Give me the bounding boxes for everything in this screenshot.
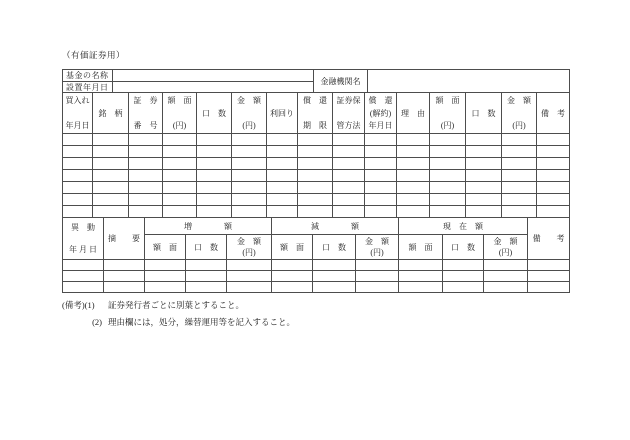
empty-cell xyxy=(163,158,197,170)
empty-cell xyxy=(272,271,313,282)
col-reason: 理 由 xyxy=(397,93,430,134)
empty-cell xyxy=(63,194,93,206)
empty-cell xyxy=(537,146,570,158)
empty-cell xyxy=(313,282,356,293)
empty-cell xyxy=(397,134,430,146)
fund-name-label: 基金の名称 xyxy=(63,70,113,82)
empty-cell xyxy=(466,170,502,182)
empty-cell xyxy=(430,146,466,158)
empty-cell xyxy=(537,170,570,182)
fund-name-row xyxy=(63,70,570,82)
empty-cell xyxy=(466,158,502,170)
empty-cell xyxy=(466,146,502,158)
empty-cell xyxy=(502,170,537,182)
empty-cell xyxy=(129,146,163,158)
empty-cell xyxy=(365,134,397,146)
fund-name-value xyxy=(113,70,314,82)
col-summary: 摘 要 xyxy=(104,218,145,260)
empty-cell xyxy=(163,134,197,146)
col-remarks: 備 考 xyxy=(537,93,570,134)
empty-cell xyxy=(104,271,145,282)
empty-cell xyxy=(365,206,397,218)
empty-cell xyxy=(430,182,466,194)
empty-cell xyxy=(267,134,298,146)
change-table-group-row xyxy=(63,218,570,235)
col-unit-count-2: 口 数 xyxy=(466,93,502,134)
col-current-face-value: 額 面 xyxy=(399,235,443,260)
empty-cell xyxy=(397,194,430,206)
empty-cell xyxy=(63,170,93,182)
group-increase: 増 額 xyxy=(145,218,272,235)
empty-cell xyxy=(267,170,298,182)
empty-cell xyxy=(466,134,502,146)
established-date-label: 設置年月日 xyxy=(63,82,113,93)
empty-cell xyxy=(267,194,298,206)
empty-cell xyxy=(397,206,430,218)
purchase-table-empty-row xyxy=(63,158,570,170)
footnote-1-text: 証券発行者ごとに別葉とすること。 xyxy=(108,300,245,310)
col-current-unit-count: 口 数 xyxy=(443,235,484,260)
empty-cell xyxy=(197,146,232,158)
empty-cell xyxy=(93,134,129,146)
empty-cell xyxy=(232,134,267,146)
empty-cell xyxy=(484,260,528,271)
institution-value xyxy=(368,70,570,93)
empty-cell xyxy=(93,158,129,170)
empty-cell xyxy=(399,282,443,293)
purchase-table-empty-row xyxy=(63,170,570,182)
empty-cell xyxy=(365,182,397,194)
footnote-2-text: 理由欄には，処分，繰替運用等を記入すること。 xyxy=(108,317,296,327)
purchase-table-empty-row xyxy=(63,206,570,218)
footnote-2 xyxy=(62,317,569,327)
empty-cell xyxy=(197,194,232,206)
purchase-table-empty-row xyxy=(63,194,570,206)
empty-cell xyxy=(365,158,397,170)
col-issue-name: 銘 柄 xyxy=(93,93,129,134)
empty-cell xyxy=(197,206,232,218)
empty-cell xyxy=(93,182,129,194)
empty-cell xyxy=(232,170,267,182)
empty-cell xyxy=(397,146,430,158)
col-decrease-unit-count: 口 数 xyxy=(313,235,356,260)
empty-cell xyxy=(397,158,430,170)
empty-cell xyxy=(313,271,356,282)
col-increase-amount-yen: 金 額 (円) xyxy=(227,235,272,260)
empty-cell xyxy=(163,170,197,182)
empty-cell xyxy=(502,194,537,206)
purchase-table-header-row xyxy=(63,93,570,134)
empty-cell xyxy=(272,260,313,271)
col-custody-method: 証券保 管方法 xyxy=(333,93,365,134)
empty-cell xyxy=(232,206,267,218)
empty-cell xyxy=(430,158,466,170)
empty-cell xyxy=(298,182,333,194)
empty-cell xyxy=(197,158,232,170)
purchase-table-empty-row xyxy=(63,134,570,146)
empty-cell xyxy=(537,158,570,170)
empty-cell xyxy=(502,134,537,146)
empty-cell xyxy=(537,206,570,218)
empty-cell xyxy=(267,206,298,218)
empty-cell xyxy=(528,271,570,282)
purchase-table xyxy=(62,92,570,218)
empty-cell xyxy=(430,194,466,206)
empty-cell xyxy=(197,182,232,194)
purchase-table-empty-row xyxy=(63,146,570,158)
empty-cell xyxy=(93,194,129,206)
empty-cell xyxy=(129,170,163,182)
empty-cell xyxy=(63,146,93,158)
col-redemption-deadline: 償 還 期 限 xyxy=(298,93,333,134)
empty-cell xyxy=(502,206,537,218)
empty-cell xyxy=(430,170,466,182)
empty-cell xyxy=(356,282,399,293)
empty-cell xyxy=(466,194,502,206)
empty-cell xyxy=(232,194,267,206)
empty-cell xyxy=(63,158,93,170)
empty-cell xyxy=(399,271,443,282)
empty-cell xyxy=(298,194,333,206)
empty-cell xyxy=(129,134,163,146)
empty-cell xyxy=(232,158,267,170)
empty-cell xyxy=(186,271,227,282)
empty-cell xyxy=(365,146,397,158)
empty-cell xyxy=(104,260,145,271)
empty-cell xyxy=(163,182,197,194)
col-amount-yen: 金 額 (円) xyxy=(232,93,267,134)
col-yield: 利回り xyxy=(267,93,298,134)
empty-cell xyxy=(333,182,365,194)
empty-cell xyxy=(227,271,272,282)
empty-cell xyxy=(163,146,197,158)
empty-cell xyxy=(93,146,129,158)
fund-info-table xyxy=(62,69,570,93)
empty-cell xyxy=(537,194,570,206)
empty-cell xyxy=(333,194,365,206)
empty-cell xyxy=(333,206,365,218)
empty-cell xyxy=(333,170,365,182)
empty-cell xyxy=(502,146,537,158)
empty-cell xyxy=(528,260,570,271)
col-increase-face-value: 額 面 xyxy=(145,235,186,260)
empty-cell xyxy=(232,182,267,194)
empty-cell xyxy=(63,206,93,218)
col-redemption-date: 償 還 (解約) 年月日 xyxy=(365,93,397,134)
empty-cell xyxy=(443,271,484,282)
empty-cell xyxy=(163,206,197,218)
col-unit-count: 口 数 xyxy=(197,93,232,134)
empty-cell xyxy=(537,134,570,146)
empty-cell xyxy=(430,206,466,218)
empty-cell xyxy=(484,271,528,282)
securities-form-sheet xyxy=(62,50,569,334)
col-certificate-number: 証 券 番 号 xyxy=(129,93,163,134)
empty-cell xyxy=(298,158,333,170)
col-increase-unit-count: 口 数 xyxy=(186,235,227,260)
empty-cell xyxy=(267,158,298,170)
empty-cell xyxy=(365,194,397,206)
empty-cell xyxy=(466,182,502,194)
col-current-amount-yen: 金 額 (円) xyxy=(484,235,528,260)
empty-cell xyxy=(397,182,430,194)
empty-cell xyxy=(232,146,267,158)
change-table-empty-row xyxy=(63,282,570,293)
empty-cell xyxy=(466,206,502,218)
empty-cell xyxy=(104,282,145,293)
col-decrease-amount-yen: 金 額 (円) xyxy=(356,235,399,260)
col-amount-yen-2: 金 額 (円) xyxy=(502,93,537,134)
empty-cell xyxy=(227,282,272,293)
group-current: 現 在 額 xyxy=(399,218,528,235)
footnotes xyxy=(62,300,569,327)
empty-cell xyxy=(272,282,313,293)
change-table-empty-row xyxy=(63,271,570,282)
col-purchase-date: 買入れ 年月日 xyxy=(63,93,93,134)
col-change-date: 異 動 年 月 日 xyxy=(63,218,104,260)
empty-cell xyxy=(93,206,129,218)
col-change-remarks: 備 考 xyxy=(528,218,570,260)
footnote-2-label: (2) xyxy=(92,317,102,327)
empty-cell xyxy=(298,146,333,158)
empty-cell xyxy=(528,282,570,293)
col-decrease-face-value: 額 面 xyxy=(272,235,313,260)
empty-cell xyxy=(186,282,227,293)
empty-cell xyxy=(313,260,356,271)
empty-cell xyxy=(333,134,365,146)
established-date-value xyxy=(113,82,314,93)
empty-cell xyxy=(502,158,537,170)
empty-cell xyxy=(163,194,197,206)
form-title: （有価証券用） xyxy=(62,50,126,60)
empty-cell xyxy=(227,260,272,271)
empty-cell xyxy=(333,158,365,170)
empty-cell xyxy=(267,146,298,158)
empty-cell xyxy=(63,134,93,146)
footnote-1 xyxy=(62,300,569,310)
empty-cell xyxy=(197,170,232,182)
empty-cell xyxy=(145,282,186,293)
footnote-1-label: (備考)(1) xyxy=(62,300,95,310)
empty-cell xyxy=(129,182,163,194)
change-table-empty-row xyxy=(63,260,570,271)
change-table xyxy=(62,217,570,293)
empty-cell xyxy=(443,282,484,293)
empty-cell xyxy=(197,134,232,146)
empty-cell xyxy=(365,170,397,182)
empty-cell xyxy=(502,182,537,194)
col-face-value-yen: 額 面 (円) xyxy=(163,93,197,134)
empty-cell xyxy=(430,134,466,146)
empty-cell xyxy=(333,146,365,158)
empty-cell xyxy=(63,282,104,293)
empty-cell xyxy=(129,194,163,206)
empty-cell xyxy=(298,170,333,182)
empty-cell xyxy=(129,206,163,218)
empty-cell xyxy=(186,260,227,271)
empty-cell xyxy=(145,271,186,282)
empty-cell xyxy=(537,182,570,194)
col-face-value-yen-2: 額 面 (円) xyxy=(430,93,466,134)
empty-cell xyxy=(298,134,333,146)
empty-cell xyxy=(63,271,104,282)
group-decrease: 減 額 xyxy=(272,218,399,235)
empty-cell xyxy=(267,182,298,194)
empty-cell xyxy=(356,260,399,271)
empty-cell xyxy=(484,282,528,293)
empty-cell xyxy=(63,260,104,271)
empty-cell xyxy=(145,260,186,271)
empty-cell xyxy=(129,158,163,170)
empty-cell xyxy=(93,170,129,182)
institution-label: 金融機関名 xyxy=(314,70,368,93)
empty-cell xyxy=(63,182,93,194)
empty-cell xyxy=(399,260,443,271)
empty-cell xyxy=(443,260,484,271)
purchase-table-empty-row xyxy=(63,182,570,194)
empty-cell xyxy=(356,271,399,282)
empty-cell xyxy=(298,206,333,218)
empty-cell xyxy=(397,170,430,182)
